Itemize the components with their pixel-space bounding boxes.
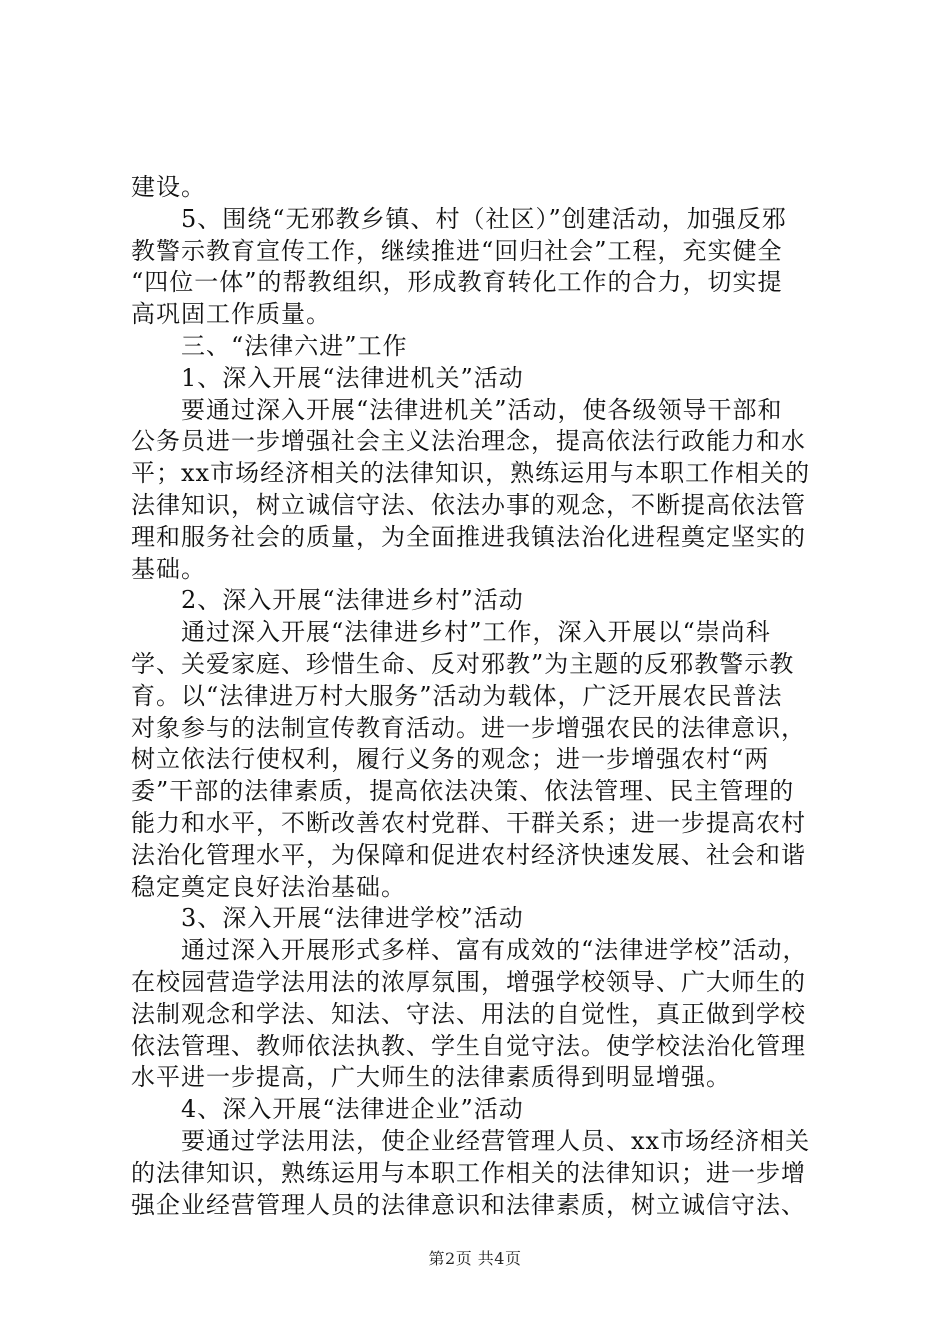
section-heading: 三、“法律六进”工作: [131, 331, 408, 360]
text-line: 在校园营造学法用法的浓厚氛围，增强学校领导、广大师生的: [131, 967, 806, 996]
subsection-heading: 4、深入开展“法律进企业”活动: [131, 1095, 524, 1124]
text-line: 育。以“法律进万村大服务”活动为载体，广泛开展农民普法: [131, 681, 783, 710]
subsection-heading: 3、深入开展“法律进学校”活动: [131, 904, 524, 933]
text-line: 高巩固工作质量。: [131, 300, 331, 329]
subsection-heading: 1、深入开展“法律进机关”活动: [131, 363, 524, 392]
text-line: 法律知识，树立诚信守法、依法办事的观念，不断提高依法管: [131, 490, 806, 519]
text-line: 对象参与的法制宣传教育活动。进一步增强农民的法律意识，: [131, 713, 806, 742]
text-line: 通过深入开展“法律进乡村”工作，深入开展以“崇尚科: [131, 618, 771, 647]
text-line: 5、围绕“无邪教乡镇、村（社区）”创建活动，加强反邪: [131, 204, 787, 233]
text-line: 强企业经营管理人员的法律意识和法律素质，树立诚信守法、: [131, 1190, 806, 1219]
text-line: 公务员进一步增强社会主义法治理念，提高依法行政能力和水: [131, 427, 806, 456]
text-line: 建设。: [131, 173, 206, 201]
text-line: 法制观念和学法、知法、守法、用法的自觉性，真正做到学校: [131, 999, 806, 1028]
text-line: 要通过深入开展“法律进机关”活动，使各级领导干部和: [131, 395, 783, 424]
page-number-footer: 第2页 共4页: [428, 1249, 522, 1268]
text-line: 要通过学法用法，使企业经营管理人员、xx市场经济相关: [131, 1126, 811, 1155]
text-line: 稳定奠定良好法治基础。: [131, 872, 406, 901]
text-line: 能力和水平，不断改善农村党群、干群关系；进一步提高农村: [131, 808, 806, 837]
document-body: [131, 172, 831, 1221]
text-line: 理和服务社会的质量，为全面推进我镇法治化进程奠定坚实的: [131, 522, 806, 551]
text-line: 委”干部的法律素质，提高依法决策、依法管理、民主管理的: [131, 777, 795, 806]
text-line: “四位一体”的帮教组织，形成教育转化工作的合力，切实提: [131, 268, 783, 297]
text-line: 教警示教育宣传工作，继续推进“回归社会”工程，充实健全: [131, 236, 783, 265]
text-line: 基础。: [131, 554, 206, 583]
text-line: 通过深入开展形式多样、富有成效的“法律进学校”活动，: [131, 936, 808, 965]
text-line: 法治化管理水平，为保障和促进农村经济快速发展、社会和谐: [131, 840, 806, 869]
text-line: 平；xx市场经济相关的法律知识，熟练运用与本职工作相关的: [131, 459, 811, 488]
text-line: 学、关爱家庭、珍惜生命、反对邪教”为主题的反邪教警示教: [131, 649, 795, 678]
text-line: 水平进一步提高，广大师生的法律素质得到明显增强。: [131, 1063, 731, 1092]
text-line: 树立依法行使权利，履行义务的观念；进一步增强农村“两: [131, 745, 770, 774]
subsection-heading: 2、深入开展“法律进乡村”活动: [131, 586, 524, 615]
text-line: 的法律知识，熟练运用与本职工作相关的法律知识；进一步增: [131, 1158, 806, 1187]
text-line: 依法管理、教师依法执教、学生自觉守法。使学校法治化管理: [131, 1031, 806, 1060]
